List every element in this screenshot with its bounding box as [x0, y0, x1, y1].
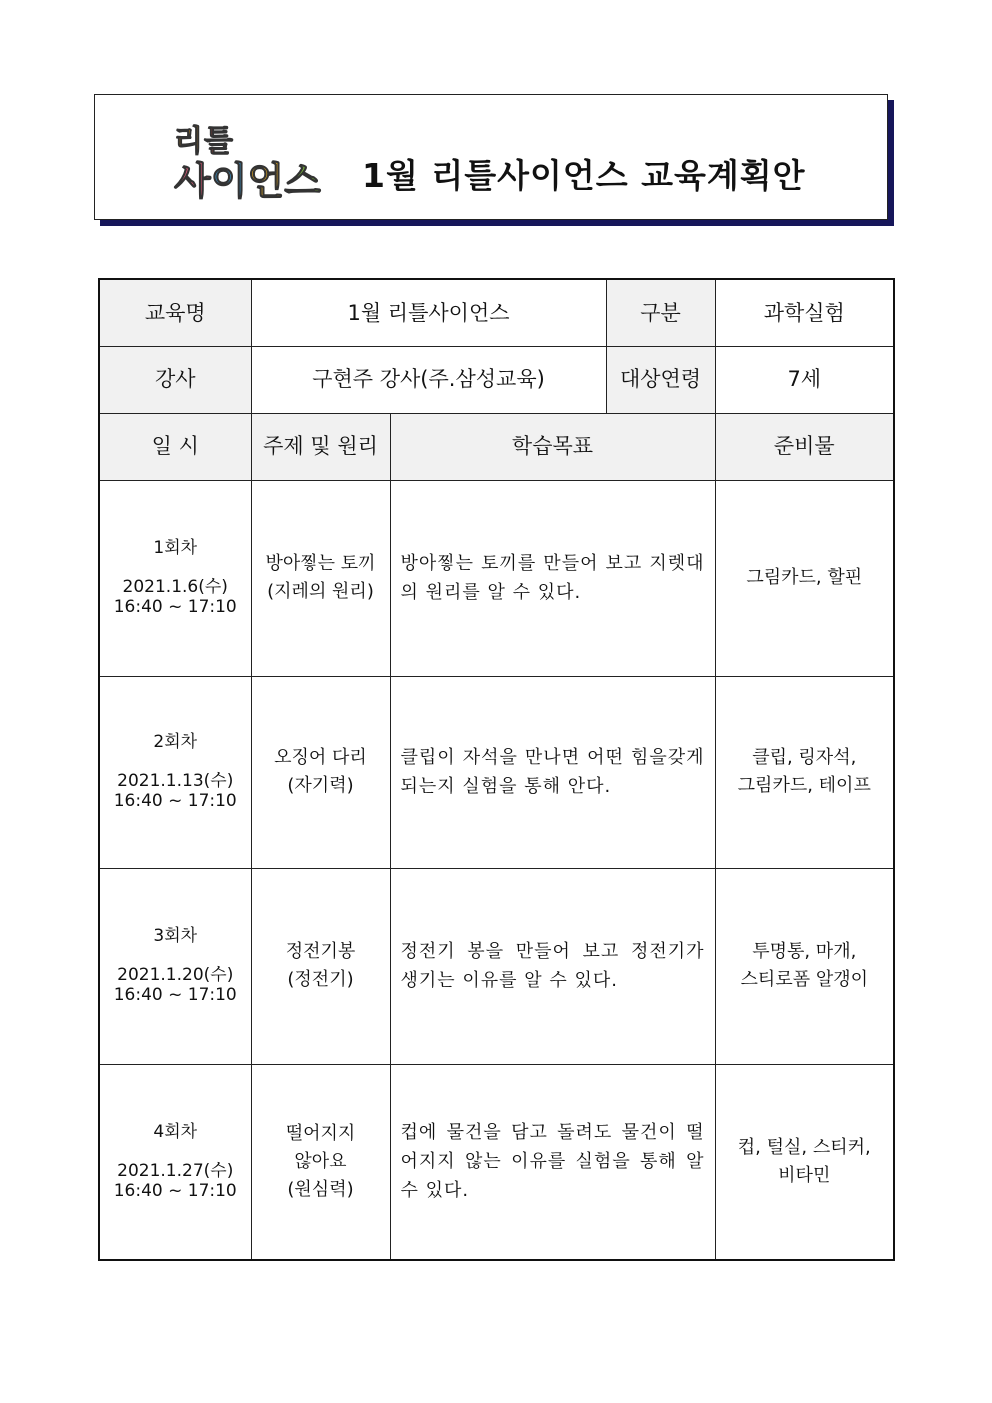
- session-date: 2021.1.20(수): [117, 964, 234, 985]
- label-education-name: 교육명: [99, 279, 251, 346]
- session-topic: [251, 1064, 390, 1260]
- session-row: [99, 676, 894, 868]
- label-instructor: 강사: [99, 346, 251, 413]
- topic-line: (정전기): [287, 969, 354, 990]
- little-science-logo: [170, 116, 340, 202]
- col-header-topic: 주제 및 원리: [251, 413, 390, 480]
- session-goal: 클립이 자석을 만나면 어떤 힘을갖게 되는지 실험을 통해 안다.: [390, 676, 715, 868]
- topic-line: (자기력): [287, 775, 354, 796]
- session-materials: [715, 868, 894, 1064]
- materials-line: 클립, 링자석,: [752, 747, 857, 769]
- session-time: 16:40 ~ 17:10: [113, 597, 237, 618]
- session-datetime: [99, 676, 251, 868]
- col-header-datetime: 일 시: [99, 413, 251, 480]
- session-date: 2021.1.27(수): [117, 1160, 234, 1181]
- value-category: 과학실험: [715, 279, 894, 346]
- session-date: 2021.1.13(수): [117, 770, 234, 791]
- session-materials: [715, 676, 894, 868]
- value-target-age: 7세: [715, 346, 894, 413]
- session-topic: [251, 480, 390, 676]
- col-header-goal: 학습목표: [390, 413, 715, 480]
- col-header-materials: 준비물: [715, 413, 894, 480]
- info-row-name: [99, 279, 894, 346]
- session-goal: 방아찧는 토끼를 만들어 보고 지렛대의 원리를 알 수 있다.: [390, 480, 715, 676]
- session-time: 16:40 ~ 17:10: [113, 791, 237, 812]
- value-instructor: 구현주 강사(주.삼성교육): [251, 346, 606, 413]
- session-topic: [251, 676, 390, 868]
- topic-line: 떨어지지: [285, 1122, 356, 1144]
- session-materials: [715, 480, 894, 676]
- value-education-name: 1월 리틀사이언스: [251, 279, 606, 346]
- session-number: 2회차: [153, 732, 198, 753]
- session-goal: 정전기 봉을 만들어 보고 정전기가 생기는 이유를 알 수 있다.: [390, 868, 715, 1064]
- materials-line: 스티로폼 알갱이: [740, 969, 868, 990]
- materials-line: 비타민: [778, 1164, 831, 1186]
- logo-bottom-text: 사이언스: [174, 159, 321, 203]
- session-number: 4회차: [153, 1122, 198, 1143]
- logo-top-text: 리틀: [174, 124, 234, 159]
- info-row-instructor: [99, 346, 894, 413]
- label-category: 구분: [606, 279, 715, 346]
- topic-line: (지레의 원리): [267, 581, 374, 602]
- session-datetime: [99, 1064, 251, 1260]
- materials-line: 투명통, 마개,: [752, 941, 857, 963]
- column-header-row: [99, 413, 894, 480]
- session-datetime: [99, 868, 251, 1064]
- session-row: [99, 480, 894, 676]
- topic-line: 않아요: [294, 1150, 347, 1172]
- topic-line: 오징어 다리: [274, 747, 367, 769]
- session-number: 3회차: [153, 926, 198, 947]
- materials-line: 컵, 털실, 스티커,: [737, 1136, 871, 1158]
- session-number: 1회차: [153, 538, 198, 559]
- session-goal: 컵에 물건을 담고 돌려도 물건이 떨어지지 않는 이유를 실험을 통해 알 수 있다.: [390, 1064, 715, 1260]
- session-time: 16:40 ~ 17:10: [113, 985, 237, 1006]
- session-row: [99, 868, 894, 1064]
- session-datetime: [99, 480, 251, 676]
- topic-line: 방아찧는 토끼: [265, 553, 376, 575]
- session-materials: [715, 1064, 894, 1260]
- label-target-age: 대상연령: [606, 346, 715, 413]
- page-title: 1월 리틀사이언스 교육계획안: [362, 156, 806, 195]
- session-time: 16:40 ~ 17:10: [113, 1180, 237, 1201]
- topic-line: 정전기봉: [285, 941, 356, 963]
- session-row: [99, 1064, 894, 1260]
- materials-line: 그림카드, 할핀: [746, 567, 863, 589]
- topic-line: (원심력): [287, 1178, 354, 1200]
- session-topic: [251, 868, 390, 1064]
- materials-line: 그림카드, 테이프: [737, 775, 871, 796]
- session-date: 2021.1.6(수): [122, 576, 228, 597]
- education-plan-table: [98, 278, 895, 1261]
